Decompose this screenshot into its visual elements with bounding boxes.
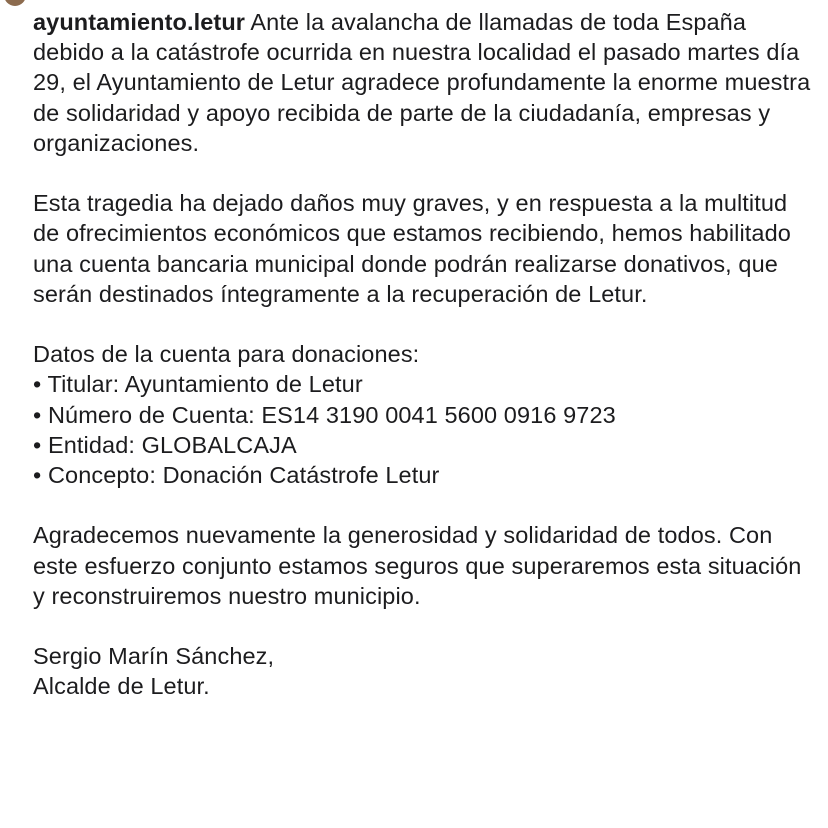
- paragraph-gap: [33, 158, 813, 188]
- caption-paragraph-2: Esta tragedia ha dejado daños muy graves, y en respuesta a la multitud de ofrecimientos económicos que estamos recibiendo, hemos habilitado una cuenta bancaria municipal donde podrán realizarse donativos, que serán destinados íntegramente a la recuperación de Letur.: [33, 190, 791, 307]
- username-link[interactable]: ayuntamiento.letur: [33, 9, 246, 35]
- account-list: [33, 369, 813, 490]
- paragraph-gap: [33, 490, 813, 520]
- caption-paragraph-3: Agradecemos nuevamente la generosidad y solidaridad de todos. Con este esfuerzo conjunto estamos seguros que superaremos esta situación y reconstruiremos nuestro municipio.: [33, 522, 802, 609]
- post-caption: [33, 7, 813, 702]
- paragraph-gap: [33, 611, 813, 641]
- paragraph-gap: [33, 309, 813, 339]
- avatar[interactable]: [4, 0, 26, 6]
- caption-paragraph-1: [33, 7, 813, 158]
- signature-title: Alcalde de Letur.: [33, 673, 210, 700]
- caption-paragraph-1-text: Ante la avalancha de llamadas de toda España debido a la catástrofe ocurrida en nuestra localidad el pasado martes día 29, el Ayuntamiento de Letur agradece profundamente la enorme muestra de solidaridad y apoyo recibida de parte de la ciudadanía, empresas y organizaciones.: [33, 9, 811, 156]
- signature-name: Sergio Marín Sánchez,: [33, 643, 275, 670]
- account-item-number: • Número de Cuenta: ES14 3190 0041 5600 0916 9723: [33, 401, 616, 428]
- account-item-holder: • Titular: Ayuntamiento de Letur: [33, 371, 363, 398]
- account-item-concept: • Concepto: Donación Catástrofe Letur: [33, 462, 440, 489]
- account-item-bank: • Entidad: GLOBALCAJA: [33, 431, 297, 458]
- account-heading: Datos de la cuenta para donaciones:: [33, 341, 420, 368]
